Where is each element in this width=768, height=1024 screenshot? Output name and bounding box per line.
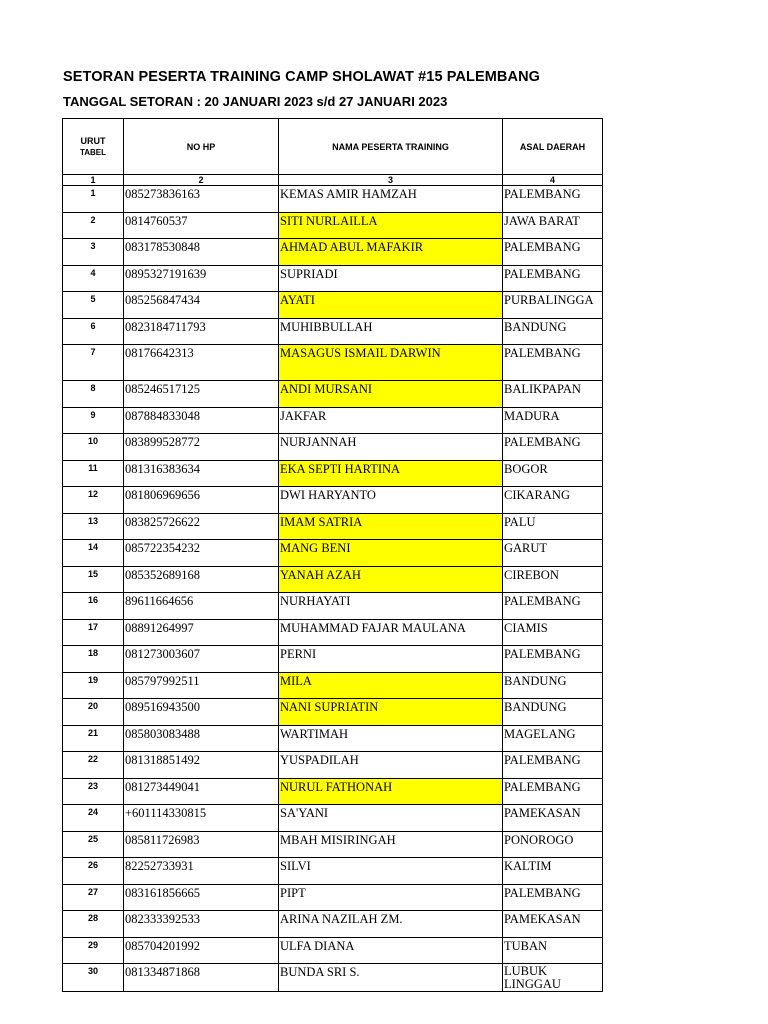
participant-name-cell: DWI HARYANTO xyxy=(279,487,503,514)
table-row xyxy=(63,805,603,832)
row-number: 28 xyxy=(63,911,124,938)
table-row xyxy=(63,318,603,345)
origin-region-cell: MADURA xyxy=(503,407,603,434)
origin-region-cell: CIAMIS xyxy=(503,619,603,646)
phone-number-cell: 89611664656 xyxy=(124,593,279,620)
participant-name-cell: PERNI xyxy=(279,646,503,673)
row-number: 19 xyxy=(63,672,124,699)
row-number: 11 xyxy=(63,460,124,487)
origin-region-cell: LUBUK LINGGAU xyxy=(503,964,603,992)
phone-number-cell: 08891264997 xyxy=(124,619,279,646)
column-number: 3 xyxy=(279,175,503,186)
row-number: 18 xyxy=(63,646,124,673)
table-row xyxy=(63,566,603,593)
row-number: 1 xyxy=(63,186,124,213)
phone-number-cell: 085803083488 xyxy=(124,725,279,752)
participant-name-cell: SA'YANI xyxy=(279,805,503,832)
table-row xyxy=(63,434,603,461)
document-title: SETORAN PESERTA TRAINING CAMP SHOLAWAT #15 PALEMBANG xyxy=(63,69,541,85)
table-row xyxy=(63,513,603,540)
table-row xyxy=(63,646,603,673)
phone-number-cell: 087884833048 xyxy=(124,407,279,434)
row-number: 12 xyxy=(63,487,124,514)
row-number: 5 xyxy=(63,292,124,319)
participant-table xyxy=(62,118,603,992)
table-body xyxy=(63,186,603,992)
row-number: 25 xyxy=(63,831,124,858)
origin-region-cell: PALEMBANG xyxy=(503,884,603,911)
participant-name-cell: ANDI MURSANI xyxy=(279,381,503,408)
phone-number-cell: 085811726983 xyxy=(124,831,279,858)
row-number: 29 xyxy=(63,937,124,964)
header-tabel-label: TABEL xyxy=(79,147,107,157)
origin-region-cell: BOGOR xyxy=(503,460,603,487)
origin-region-cell: PALEMBANG xyxy=(503,265,603,292)
table-row xyxy=(63,778,603,805)
origin-region-cell: PALEMBANG xyxy=(503,239,603,266)
phone-number-cell: 82252733931 xyxy=(124,858,279,885)
participant-name-cell: IMAM SATRIA xyxy=(279,513,503,540)
table-row xyxy=(63,381,603,408)
origin-region-cell: JAWA BARAT xyxy=(503,212,603,239)
participant-name-cell: MASAGUS ISMAIL DARWIN xyxy=(279,345,503,381)
row-number: 20 xyxy=(63,699,124,726)
origin-region-cell: PONOROGO xyxy=(503,831,603,858)
phone-number-cell: 081334871868 xyxy=(124,964,279,992)
table-row xyxy=(63,884,603,911)
origin-region-cell: MAGELANG xyxy=(503,725,603,752)
row-number: 13 xyxy=(63,513,124,540)
row-number: 26 xyxy=(63,858,124,885)
participant-name-cell: YANAH AZAH xyxy=(279,566,503,593)
participant-name-cell: AYATI xyxy=(279,292,503,319)
header-no-hp: NO HP xyxy=(124,119,279,175)
origin-region-cell: PALEMBANG xyxy=(503,646,603,673)
table-row xyxy=(63,593,603,620)
table-row xyxy=(63,725,603,752)
participant-name-cell: KEMAS AMIR HAMZAH xyxy=(279,186,503,213)
table-header-row xyxy=(63,119,603,175)
participant-name-cell: BUNDA SRI S. xyxy=(279,964,503,992)
phone-number-cell: 085246517125 xyxy=(124,381,279,408)
origin-region-cell: PALU xyxy=(503,513,603,540)
table-row xyxy=(63,911,603,938)
phone-number-cell: +601114330815 xyxy=(124,805,279,832)
phone-number-cell: 085722354232 xyxy=(124,540,279,567)
participant-name-cell: MUHIBBULLAH xyxy=(279,318,503,345)
participant-name-cell: JAKFAR xyxy=(279,407,503,434)
participant-name-cell: ULFA DIANA xyxy=(279,937,503,964)
column-number: 1 xyxy=(63,175,124,186)
phone-number-cell: 085256847434 xyxy=(124,292,279,319)
phone-number-cell: 081806969656 xyxy=(124,487,279,514)
phone-number-cell: 083161856665 xyxy=(124,884,279,911)
row-number: 21 xyxy=(63,725,124,752)
header-nama-peserta: NAMA PESERTA TRAINING xyxy=(279,119,503,175)
phone-number-cell: 085352689168 xyxy=(124,566,279,593)
row-number: 3 xyxy=(63,239,124,266)
row-number: 30 xyxy=(63,964,124,992)
participant-name-cell: PIPT xyxy=(279,884,503,911)
table-row xyxy=(63,186,603,213)
row-number: 2 xyxy=(63,212,124,239)
table-row xyxy=(63,265,603,292)
phone-number-cell: 081273449041 xyxy=(124,778,279,805)
phone-number-cell: 083178530848 xyxy=(124,239,279,266)
phone-number-cell: 083899528772 xyxy=(124,434,279,461)
row-number: 7 xyxy=(63,345,124,381)
participant-name-cell: MANG BENI xyxy=(279,540,503,567)
table-row xyxy=(63,699,603,726)
origin-region-cell: PALEMBANG xyxy=(503,752,603,779)
participant-name-cell: NURHAYATI xyxy=(279,593,503,620)
table-row xyxy=(63,212,603,239)
document-subtitle: TANGGAL SETORAN : 20 JANUARI 2023 s/d 27 JANUARI 2023 xyxy=(63,94,448,109)
origin-region-cell: TUBAN xyxy=(503,937,603,964)
origin-region-cell: PALEMBANG xyxy=(503,186,603,213)
table-row xyxy=(63,345,603,381)
phone-number-cell: 08176642313 xyxy=(124,345,279,381)
phone-number-cell: 081318851492 xyxy=(124,752,279,779)
column-number: 4 xyxy=(503,175,603,186)
participant-name-cell: EKA SEPTI HARTINA xyxy=(279,460,503,487)
row-number: 10 xyxy=(63,434,124,461)
participant-name-cell: WARTIMAH xyxy=(279,725,503,752)
origin-region-cell: PALEMBANG xyxy=(503,345,603,381)
origin-region-cell: PURBALINGGA xyxy=(503,292,603,319)
phone-number-cell: 085273836163 xyxy=(124,186,279,213)
row-number: 14 xyxy=(63,540,124,567)
row-number: 16 xyxy=(63,593,124,620)
participant-name-cell: MUHAMMAD FAJAR MAULANA xyxy=(279,619,503,646)
table-row xyxy=(63,540,603,567)
origin-region-cell: BANDUNG xyxy=(503,699,603,726)
table-row xyxy=(63,487,603,514)
table-row xyxy=(63,858,603,885)
phone-number-cell: 082333392533 xyxy=(124,911,279,938)
origin-region-cell: PALEMBANG xyxy=(503,778,603,805)
phone-number-cell: 089516943500 xyxy=(124,699,279,726)
participant-name-cell: YUSPADILAH xyxy=(279,752,503,779)
origin-region-cell: CIKARANG xyxy=(503,487,603,514)
table-row xyxy=(63,672,603,699)
row-number: 17 xyxy=(63,619,124,646)
row-number: 9 xyxy=(63,407,124,434)
phone-number-cell: 085704201992 xyxy=(124,937,279,964)
origin-region-cell: PAMEKASAN xyxy=(503,911,603,938)
origin-region-cell: BALIKPAPAN xyxy=(503,381,603,408)
row-number: 23 xyxy=(63,778,124,805)
row-number: 24 xyxy=(63,805,124,832)
table-row xyxy=(63,752,603,779)
origin-region-cell: BANDUNG xyxy=(503,672,603,699)
table-row xyxy=(63,239,603,266)
phone-number-cell: 083825726622 xyxy=(124,513,279,540)
phone-number-cell: 085797992511 xyxy=(124,672,279,699)
origin-region-cell: PALEMBANG xyxy=(503,593,603,620)
row-number: 27 xyxy=(63,884,124,911)
phone-number-cell: 081316383634 xyxy=(124,460,279,487)
row-number: 6 xyxy=(63,318,124,345)
origin-region-cell: CIREBON xyxy=(503,566,603,593)
participant-name-cell: NURUL FATHONAH xyxy=(279,778,503,805)
phone-number-cell: 0814760537 xyxy=(124,212,279,239)
row-number: 4 xyxy=(63,265,124,292)
participant-name-cell: NURJANNAH xyxy=(279,434,503,461)
participant-name-cell: MILA xyxy=(279,672,503,699)
row-number: 15 xyxy=(63,566,124,593)
table-row xyxy=(63,964,603,992)
participant-name-cell: AHMAD ABUL MAFAKIR xyxy=(279,239,503,266)
row-number: 22 xyxy=(63,752,124,779)
table-row xyxy=(63,407,603,434)
origin-region-cell: BANDUNG xyxy=(503,318,603,345)
column-number-row xyxy=(63,175,603,186)
row-number: 8 xyxy=(63,381,124,408)
participant-name-cell: ARINA NAZILAH ZM. xyxy=(279,911,503,938)
phone-number-cell: 0823184711793 xyxy=(124,318,279,345)
column-number: 2 xyxy=(124,175,279,186)
phone-number-cell: 081273003607 xyxy=(124,646,279,673)
origin-region-cell: KALTIM xyxy=(503,858,603,885)
participant-name-cell: NANI SUPRIATIN xyxy=(279,699,503,726)
table-row xyxy=(63,460,603,487)
participant-name-cell: SITI NURLAILLA xyxy=(279,212,503,239)
header-asal-daerah: ASAL DAERAH xyxy=(503,119,603,175)
header-urut-label: URUT xyxy=(80,135,106,146)
table-row xyxy=(63,619,603,646)
origin-region-cell: GARUT xyxy=(503,540,603,567)
participant-name-cell: MBAH MISIRINGAH xyxy=(279,831,503,858)
table-row xyxy=(63,292,603,319)
participant-name-cell: SUPRIADI xyxy=(279,265,503,292)
header-urut-tabel xyxy=(63,119,124,175)
participant-name-cell: SILVI xyxy=(279,858,503,885)
table-row xyxy=(63,937,603,964)
table-row xyxy=(63,831,603,858)
origin-region-cell: PALEMBANG xyxy=(503,434,603,461)
origin-region-cell: PAMEKASAN xyxy=(503,805,603,832)
phone-number-cell: 0895327191639 xyxy=(124,265,279,292)
